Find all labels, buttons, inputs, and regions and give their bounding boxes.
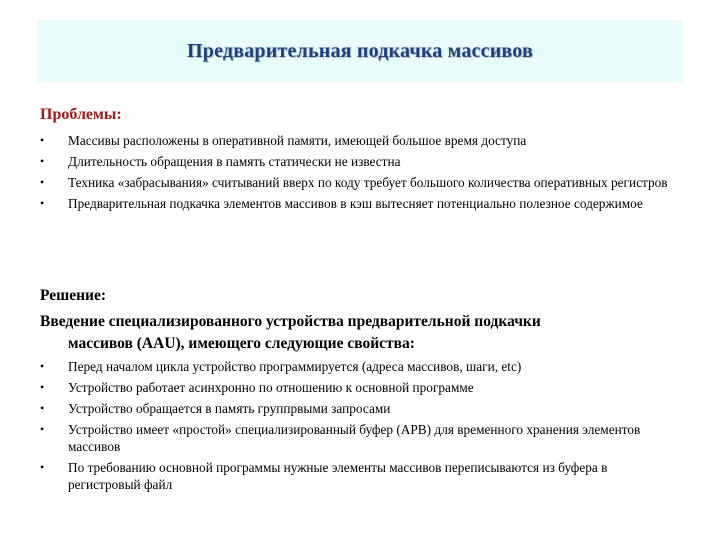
list-item <box>40 132 680 149</box>
list-item-text: Устройство работает асинхронно по отношению к основной программе <box>68 380 474 395</box>
bullet-icon: • <box>40 422 45 436</box>
title-banner <box>37 20 683 82</box>
list-item <box>40 174 680 191</box>
solution-list <box>40 358 680 497</box>
list-item <box>40 400 680 417</box>
bullet-icon: • <box>40 401 45 415</box>
list-item <box>40 459 680 493</box>
list-item <box>40 421 680 455</box>
bullet-icon: • <box>40 196 45 210</box>
solution-heading: Решение: <box>40 287 107 304</box>
solution-intro-line2: массивов (AAU), имеющего следующие свойства: <box>68 335 415 352</box>
problems-list <box>40 132 680 216</box>
bullet-icon: • <box>40 359 45 373</box>
bullet-icon: • <box>40 154 45 168</box>
problems-heading: Проблемы: <box>40 106 122 123</box>
bullet-icon: • <box>40 460 45 474</box>
list-item <box>40 379 680 396</box>
list-item-text: Перед началом цикла устройство программируется (адреса массивов, шаги, etc) <box>68 359 522 374</box>
bullet-icon: • <box>40 380 45 394</box>
solution-intro-line1: Введение специализированного устройства предварительной подкачки <box>40 313 541 330</box>
list-item-text: Техника «забрасывания» считываний вверх по коду требует большого количества оперативных регистров <box>68 175 668 190</box>
list-item-text: Устройство имеет «простой» специализированный буфер (APB) для временного хранения элементов массивов <box>68 422 641 454</box>
list-item <box>40 358 680 375</box>
slide-title: Предварительная подкачка массивов <box>186 39 533 62</box>
solution-intro <box>40 311 680 355</box>
list-item-text: По требованию основной программы нужные элементы массивов переписываются из буфера в регистровый файл <box>68 460 608 492</box>
list-item-text: Длительность обращения в память статически не известна <box>68 154 401 169</box>
list-item <box>40 153 680 170</box>
list-item-text: Массивы расположены в оперативной памяти, имеющей большое время доступа <box>68 133 527 148</box>
list-item <box>40 195 680 212</box>
bullet-icon: • <box>40 175 45 189</box>
list-item-text: Предварительная подкачка элементов массивов в кэш вытесняет потенциально полезное содержимое <box>68 196 643 211</box>
bullet-icon: • <box>40 133 45 147</box>
list-item-text: Устройство обращается в память группрвыми запросами <box>68 401 391 416</box>
